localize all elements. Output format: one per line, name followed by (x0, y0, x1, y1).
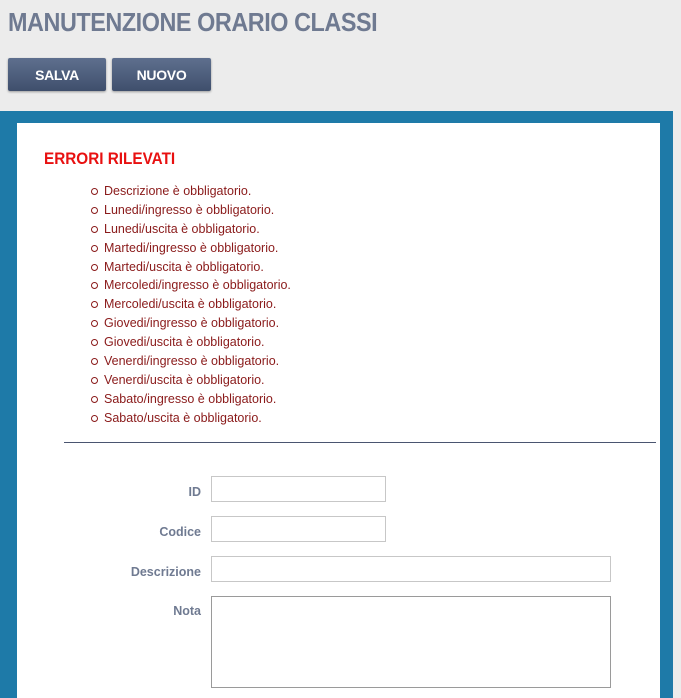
descrizione-label: Descrizione (130, 565, 201, 579)
codice-input[interactable] (211, 516, 386, 542)
error-item (91, 314, 291, 333)
descrizione-input[interactable] (211, 556, 611, 582)
save-button[interactable]: SALVA (8, 58, 106, 91)
error-text: Lunedi/ingresso è obbligatorio. (104, 202, 275, 217)
error-text: Lunedi/uscita è obbligatorio. (104, 221, 260, 236)
error-text: Descrizione è obbligatorio. (104, 184, 252, 198)
error-item (91, 220, 291, 239)
error-item (91, 258, 291, 277)
error-list (91, 182, 291, 428)
bullet-icon (91, 320, 98, 327)
bullet-icon (91, 282, 98, 289)
error-text: Giovedi/uscita è obbligatorio. (104, 335, 265, 350)
bullet-icon (91, 377, 98, 384)
error-text: Mercoledi/uscita è obbligatorio. (104, 297, 277, 312)
error-text: Martedi/uscita è obbligatorio. (104, 259, 264, 274)
divider (64, 442, 656, 443)
errors-title: ERRORI RILEVATI (44, 149, 176, 168)
error-text: Sabato/uscita è obbligatorio. (104, 410, 262, 425)
codice-label: Codice (159, 525, 201, 539)
error-item (91, 333, 291, 352)
nota-textarea[interactable] (211, 596, 611, 688)
id-label: ID (188, 485, 201, 499)
id-input[interactable] (211, 476, 386, 502)
bullet-icon (91, 188, 98, 195)
error-text: Venerdi/ingresso è obbligatorio. (104, 354, 280, 369)
bullet-icon (91, 301, 98, 308)
error-text: Venerdi/uscita è obbligatorio. (104, 372, 265, 387)
error-item (91, 201, 291, 220)
error-item (91, 276, 291, 295)
error-item (91, 239, 291, 258)
error-item (91, 390, 291, 409)
error-item (91, 409, 291, 428)
bullet-icon (91, 339, 98, 346)
bullet-icon (91, 415, 98, 422)
error-item (91, 295, 291, 314)
bullet-icon (91, 358, 98, 365)
error-text: Mercoledi/ingresso è obbligatorio. (104, 278, 291, 293)
nota-label: Nota (173, 604, 201, 618)
form-panel (17, 123, 660, 698)
error-item (91, 352, 291, 371)
error-text: Sabato/ingresso è obbligatorio. (104, 391, 277, 406)
error-text: Martedi/ingresso è obbligatorio. (104, 240, 279, 255)
bullet-icon (91, 396, 98, 403)
page-title: MANUTENZIONE ORARIO CLASSI (8, 7, 378, 37)
error-item (91, 182, 291, 201)
bullet-icon (91, 226, 98, 233)
error-item (91, 371, 291, 390)
bullet-icon (91, 207, 98, 214)
bullet-icon (91, 264, 98, 271)
new-button[interactable]: NUOVO (112, 58, 211, 91)
error-text: Giovedi/ingresso è obbligatorio. (104, 316, 280, 331)
bullet-icon (91, 245, 98, 252)
